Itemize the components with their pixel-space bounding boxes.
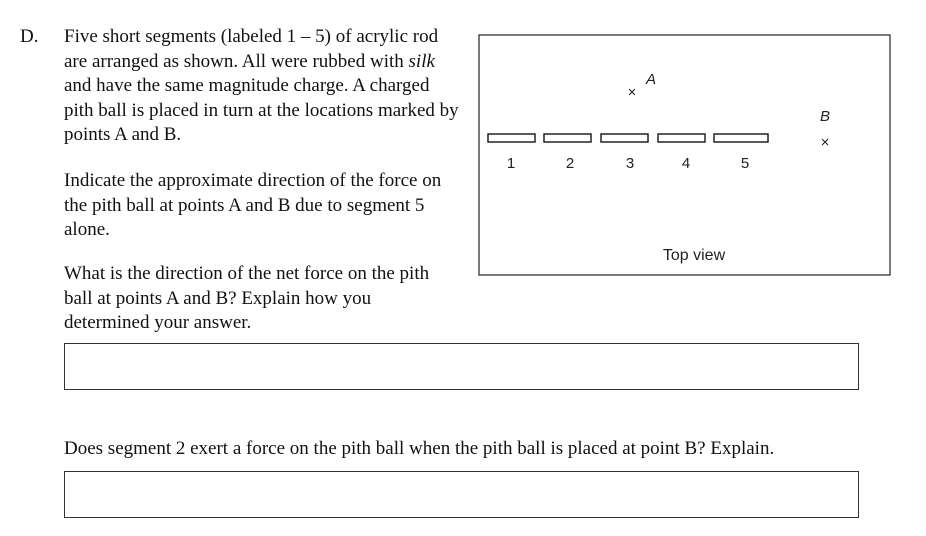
diagram-caption: Top view: [662, 247, 726, 264]
segment-label-5: 5: [740, 155, 750, 172]
intro-text-italic: silk: [408, 50, 435, 72]
rod-segment-4: [658, 134, 705, 142]
segment-label-3: 3: [625, 155, 635, 172]
net-force-question: What is the direction of the net force on the pith ball at points A and B? Explain how you determined your answer.: [64, 263, 430, 333]
segment2-question: Does segment 2 exert a force on the pith ball when the pith ball is placed at point B? Explain.: [64, 438, 775, 459]
net-force-answer-box[interactable]: [64, 343, 859, 390]
intro-text-start: Five short segments (labeled 1 – 5) of acrylic rod are arranged as shown. All were rubbed with: [64, 26, 439, 72]
question-label: D.: [20, 26, 39, 47]
segment-label-2: 2: [565, 155, 575, 172]
rod-segment-2: [544, 134, 591, 142]
segment2-answer-box[interactable]: [64, 471, 859, 518]
point-a-marker: ×: [627, 84, 637, 101]
top-view-diagram: [478, 30, 894, 278]
rod-segment-5: [714, 134, 768, 142]
segment-label-4: 4: [681, 155, 691, 172]
intro-paragraph: [64, 25, 459, 148]
rod-segment-1: [488, 134, 535, 142]
point-a-label: A: [645, 71, 657, 88]
segment-label-1: 1: [506, 155, 516, 172]
rod-segment-3: [601, 134, 648, 142]
segment5-question: Indicate the approximate direction of the force on the pith ball at points A and B due to segment 5 alone.: [64, 170, 442, 240]
intro-text-end: and have the same magnitude charge. A charged pith ball is placed in turn at the locations marked by points A and B.: [64, 75, 459, 145]
point-b-label: B: [819, 108, 831, 125]
point-b-marker: ×: [820, 134, 830, 151]
diagram-svg: [478, 30, 894, 278]
